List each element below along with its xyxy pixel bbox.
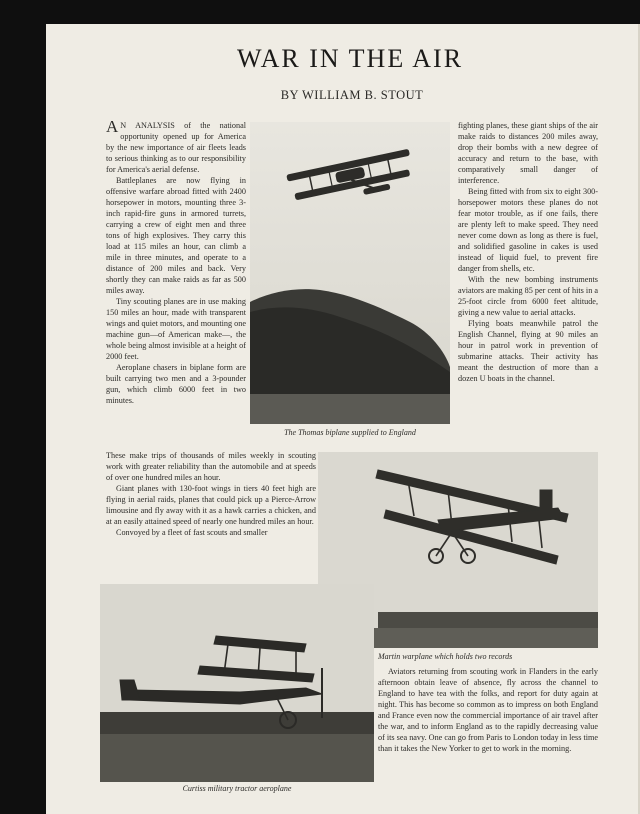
paragraph: Tiny scouting planes are in use making 150 miles an hour, made with transparent wings and quiet motors, and mounting one machine gun—of American make—, the whole being almost invisible at a height of 2000 feet. [106,297,246,361]
caption-thomas: The Thomas biplane supplied to England [284,428,416,437]
paragraph: Being fitted with from six to eight 300-horsepower motors these planes do not fear motor trouble, as if one fails, there are plenty left to make speed. They need never come down as long as there is fuel, and solidified gasoline in cakes is used instead of liquid fuel, to prevent fire danger from shells, etc. [458,187,598,273]
caption-martin: Martin warplane which holds two records [378,652,513,661]
drop-cap: A [106,120,119,136]
paragraph: These make trips of thousands of miles weekly in scouting work with greater reliability than the automobile and at speeds of over one hundred miles an hour. [106,451,316,482]
paragraph: Giant planes with 130-foot wings in tiers 40 feet high are flying in aerial raids, planes that could pick up a Pierce-Arrow limousine and fly away with it as a hawk carries a chicken, and at an easily attained speed of nearly one hundred miles an hour. [106,484,316,526]
article-title: WAR IN THE AIR [236,44,464,73]
paragraph: Convoyed by a fleet of fast scouts and smaller [116,528,268,537]
article-byline: BY WILLIAM B. STOUT [280,88,424,102]
caption-curtiss: Curtiss military tractor aeroplane [182,784,292,793]
paragraph: With the new bombing instruments aviators are making 85 per cent of hits in a 25-foot circle from 6000 feet altitude, giving a new value to aerial attacks. [458,275,598,317]
text-column-bottom-right [378,666,598,800]
paragraph: Aviators returning from scouting work in Flanders in the early afternoon obtain leave of absence, fly across the channel to England to have tea with the folks, and report for duty again at night. This has become so common as to impress on both England and France even now the commercial importance of air travel after the war, and to inform England as to the rapidly decreasing value of its sea navy. One can go from Paris to London today in less time than it takes the New Yorker to get to work in the morning. [378,667,598,753]
text-column-wide [106,450,316,580]
photo-thomas-biplane [250,122,450,424]
paragraph: Battleplanes are now flying in offensive warfare abroad fitted with 2400 horsepower in motors, mounting three 3-inch rapid-fire guns in armored turrets, carrying a crew of eight men and three tons of high explosives. They carry this load at 115 miles an hour, can climb a mile in three minutes, and operate to a distance of 200 miles and back. Very shortly they can make raids as far as 500 miles away. [106,176,246,295]
photo-curtiss-tractor [100,584,374,782]
paragraph: A N ANALYSIS of the national opportunity opened up for America by the new importance of air fleets leads to serious thinking as to our responsibility for America's aerial defense. [106,120,246,174]
text-column-right [458,120,598,450]
paragraph: Flying boats meanwhile patrol the English Channel, flying at 90 miles an hour in patrol work in prevention of submarine attacks. Their activity has meant the destruction of more than a dozen U boats in the channel. [458,319,598,383]
paragraph: Aeroplane chasers in biplane form are built carrying two men and a 3-pounder gun, which climb 6000 feet in two minutes. [106,363,246,405]
paragraph: fighting planes, these giant ships of the air make raids to distances 200 miles away, drop their bombs with a new degree of accuracy and return to the base, with comparatively small danger of interference. [458,121,598,185]
text-column-left [106,120,246,450]
